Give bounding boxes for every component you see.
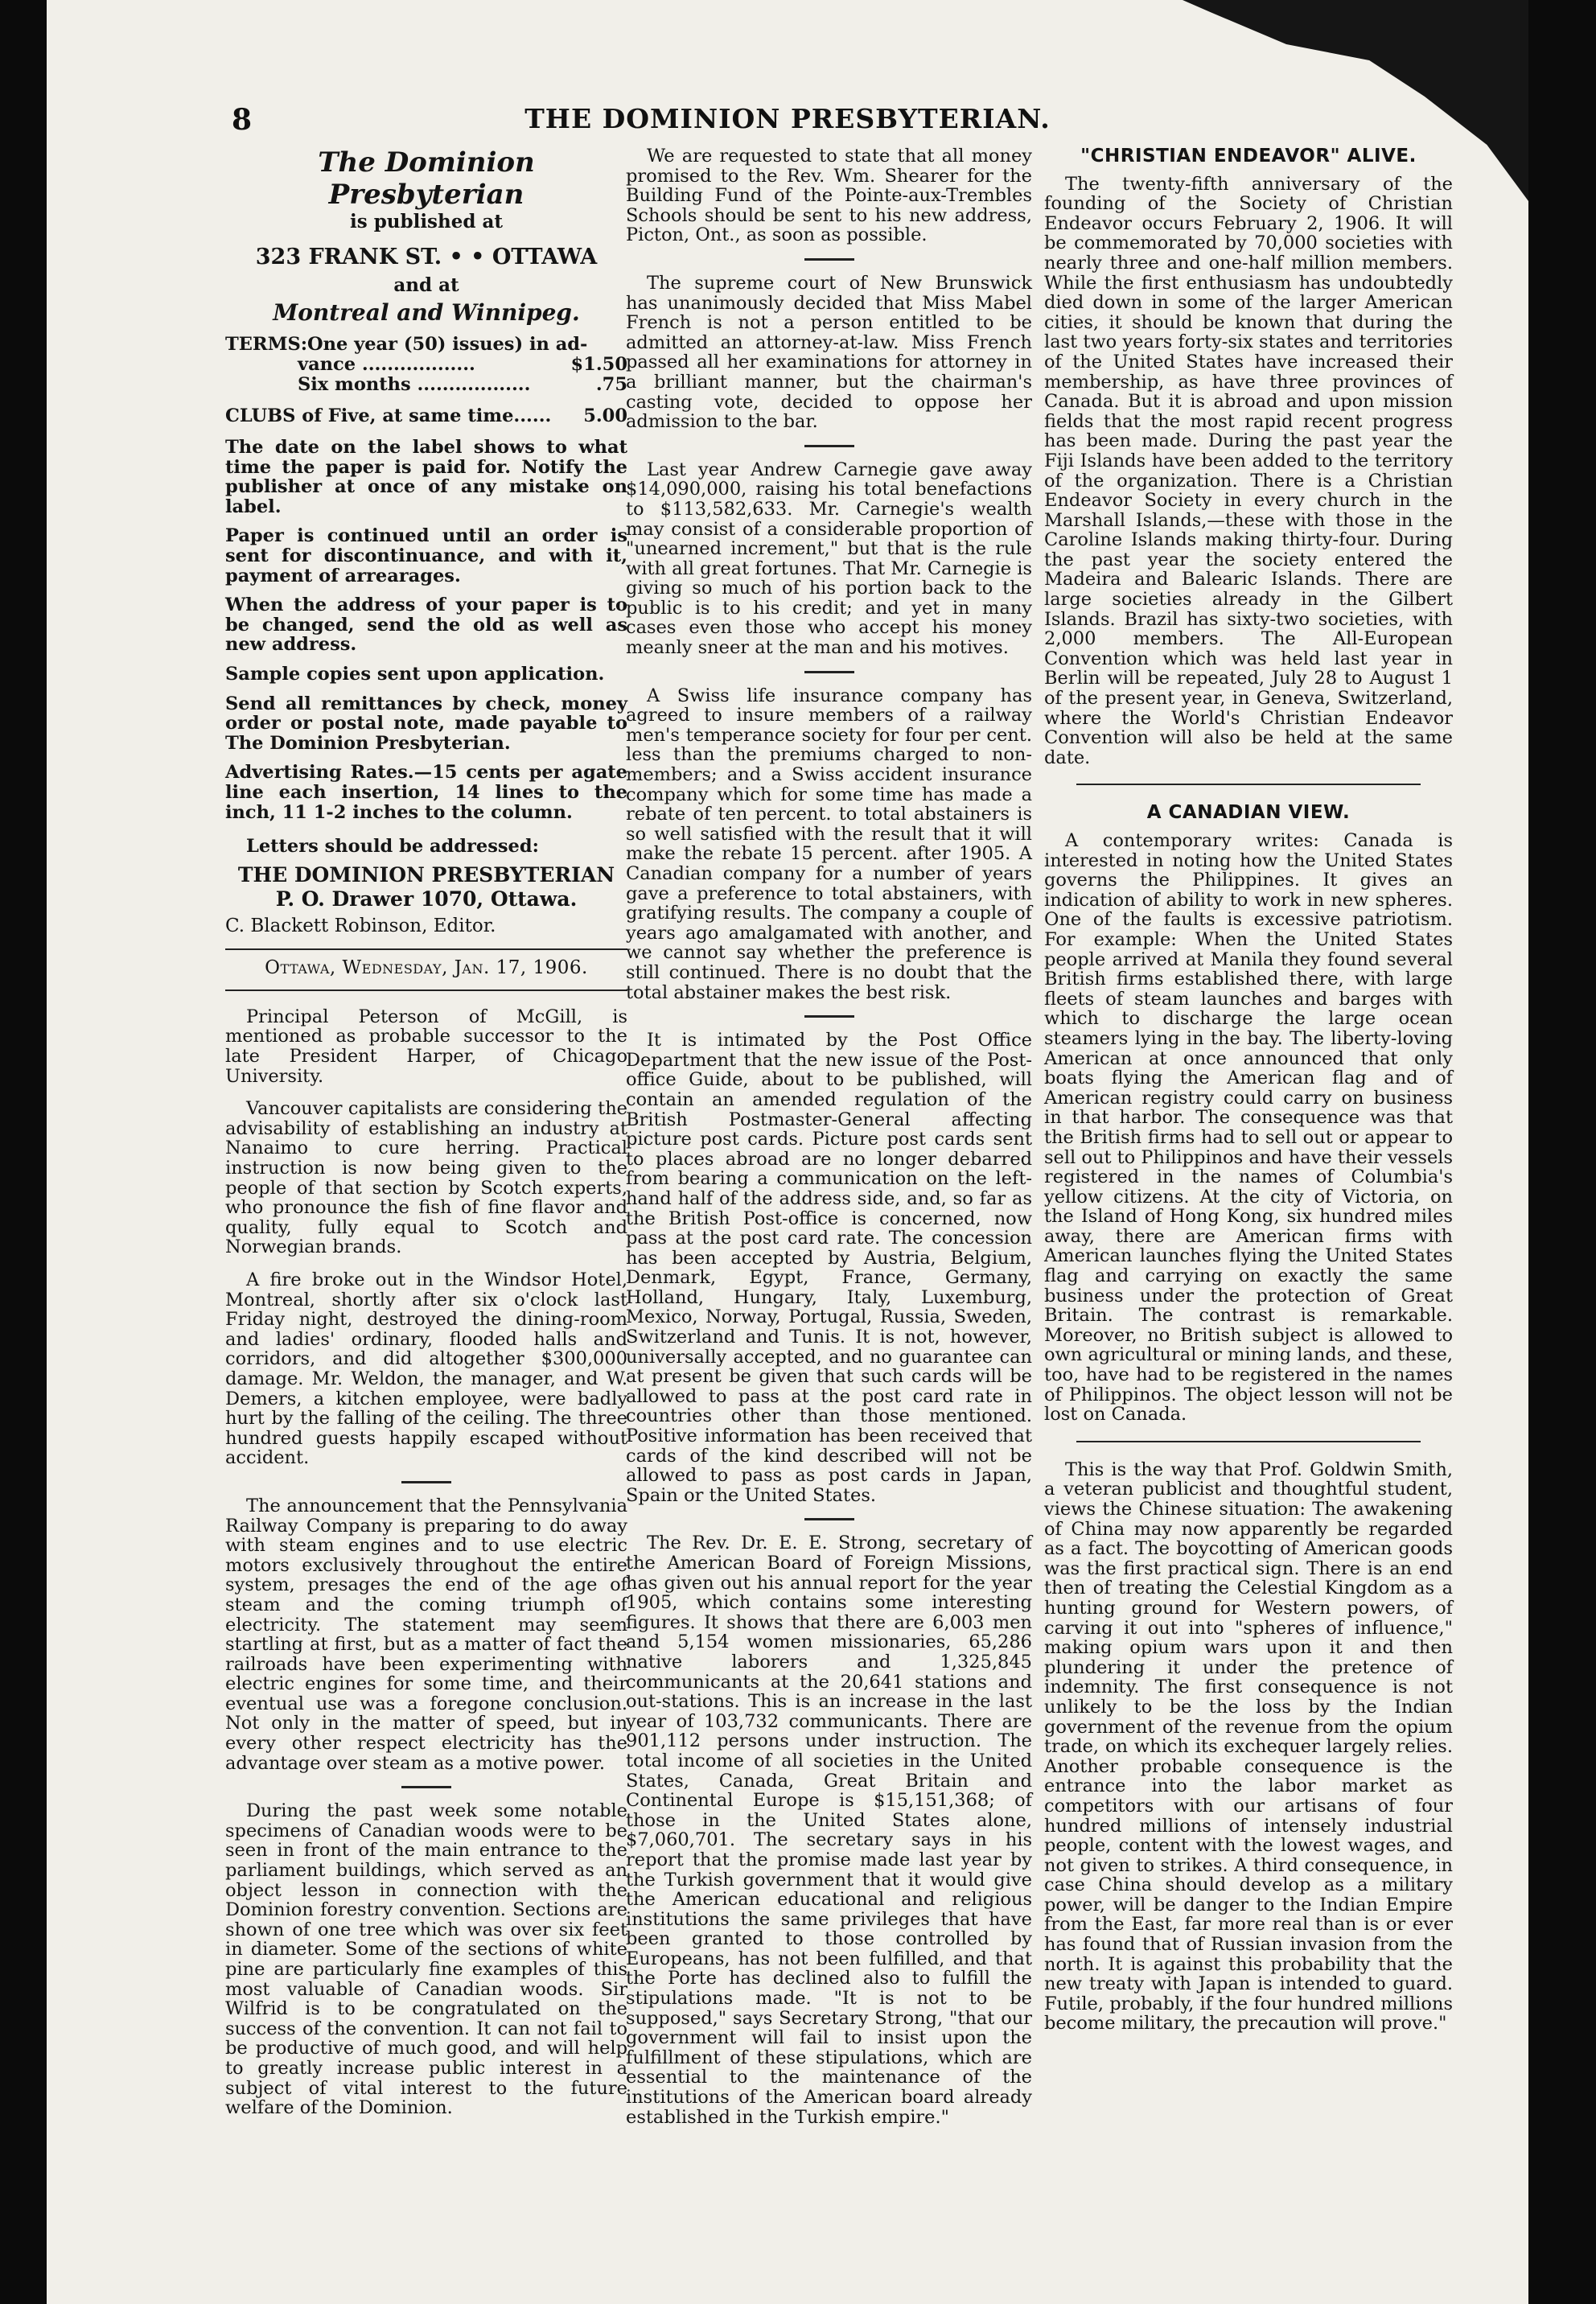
- article-paragraph: A Swiss life insurance company has agreed to insure members of a railway men's temperance society for four per cent. less than the premiums charged to non-members; and a Swiss accident insurance company which for some time has made a rebate of ten percent. to total abstainers is so well satisfied with the result that it will make the rebate 15 percent. after 1905. A Canadian company for a number of years gave a preference to total abstainers, with gratifying results. The company a couple of years ago amalgamated with another, and we cannot say whether the preference is still continued. There is no doubt that the total abstainer makes the best risk.: [626, 685, 1032, 1003]
- running-head: THE DOMINION PRESBYTERIAN.: [524, 103, 1051, 134]
- clubs-price: 5.00: [583, 405, 627, 426]
- article-paragraph: It is intimated by the Post Office Department that the new issue of the Post-office Guide, about to be published, will contain an amended regulation of the British Postmaster-General affecting picture post cards. Picture post cards sent to places abroad are no longer debarred from bearing a communication on the left-hand half of the address side, and, so far as the British Post-office is concerned, now pass at the post card rate. The concession has been accepted by Austria, Belgium, Denmark, Egypt, France, Germany, Holland, Hungary, Italy, Luxemburg, Mexico, Norway, Portugal, Russia, Sweden, Switzerland and Tunis. It is not, however, universally accepted, and no guarantee can at present be given that such cards will be allowed to pass at the post card rate in countries other than those mentioned. Positive information has been received that cards of the kind described will not be allowed to pass as post cards in Japan, Spain or the United States.: [626, 1030, 1032, 1506]
- article-paragraph: We are requested to state that all money promised to the Rev. Wm. Shearer for the Building Fund of the Pointe-aux-Trembles Schools should be sent to his new address, Picton, Ont., as soon as possible.: [626, 146, 1032, 246]
- article-heading: A CANADIAN VIEW.: [1146, 802, 1351, 824]
- dateline: Ottawa, Wednesday, Jan. 17, 1906.: [265, 957, 588, 979]
- masthead-title: The Dominion Presbyterian: [318, 146, 535, 211]
- mailing-address: [225, 863, 627, 911]
- page-number: 8: [232, 103, 253, 137]
- article-paragraph: The announcement that the Pennsylvania Railway Company is preparing to do away with steam engines and to use electric motors exclusively throughout the entire system, presages the end of the age of steam and the coming triumph of electricity. The statement may seem startling at first, but as a matter of fact the railroads have been experimenting with electric engines for some time, and their eventual use was a foregone conclusion. Not only in the matter of speed, but in every other respect electricity has the advantage over steam as a motive power.: [225, 1495, 627, 1774]
- article-paragraph: A contemporary writes: Canada is interested in noting how the United States governs the Philippines. It gives an indication of ability to work in new spheres. One of the faults is excessive patriotism. For example: When the United States people arrived at Manila they found several British firms established there, with large fleets of steam launches and barges with which to discharge the large ocean steamers lying in the bay. The liberty-loving American at once announced that only boats flying the American flag and of American registry could carry on business in that harbor. The consequence was that the British firms had to sell out or appear to sell out to Philippinos and have their vessels registered in the names of Columbia's yellow citizens. At the city of Victoria, on the Island of Hong Kong, six hundred miles away, there are American firms with American launches flying the United States flag and carrying on exactly the same business under the protection of Great Britain. The contrast is remarkable. Moreover, no British subject is allowed to own agricultural or mining lands, and these, too, have had to be registered in the names of Philippinos. The object lesson will not be lost on Canada.: [1044, 830, 1454, 1426]
- article-separator: [804, 671, 854, 673]
- divider: [225, 989, 627, 991]
- notice-label-date: The date on the label shows to what time the paper is paid for. Notify the publisher at once of any mistake on label.: [225, 437, 627, 517]
- article-separator: [804, 1015, 854, 1018]
- divider: [1076, 1441, 1421, 1442]
- address-name: THE DOMINION PRESBYTERIAN: [237, 862, 615, 887]
- terms-vance: vance ..................: [298, 354, 475, 375]
- masthead-address: 323 FRANK ST. • • OTTAWA: [255, 245, 598, 269]
- column-1: [225, 146, 627, 2131]
- address-box: P. O. Drawer 1070, Ottawa.: [275, 887, 578, 911]
- six-months-label: Six months ..................: [298, 374, 531, 395]
- article-paragraph: During the past week some notable specimens of Canadian woods were to be seen in front of the main entrance to the parliament buildings, which served as an object lesson in connection with the Dominion forestry convention. Sections are shown of one tree which was over six feet in diameter. Some of the sections of white pine are particularly fine examples of this most valuable of Canadian woods. Sir Wilfrid is to be congratulated on the success of the convention. It can not fail to be productive of much good, and will help to greatly increase public interest in a subject of vital interest to the future welfare of the Dominion.: [225, 1800, 627, 2119]
- divider: [1076, 784, 1421, 785]
- published-at: is published at: [350, 211, 503, 232]
- notice-remittances: Send all remittances by check, money order or postal note, made payable to The Dominion Presbyterian.: [225, 693, 627, 754]
- notice-advertising: Advertising Rates.—15 cents per agate line each insertion, 14 lines to the inch, 11 1-2 inches to the column.: [225, 762, 627, 823]
- article-paragraph: Principal Peterson of McGill, is mentioned as probable successor to the late President Harper, of Chicago University.: [225, 1006, 627, 1087]
- column-3: [1044, 146, 1453, 2047]
- clubs-row: [225, 406, 627, 426]
- article-separator: [401, 1786, 451, 1788]
- article-separator: [804, 1518, 854, 1520]
- notice-address-change: When the address of your paper is to be changed, send the old as well as new address.: [225, 595, 627, 656]
- article-paragraph: The twenty-fifth anniversary of the founding of the Society of Christian Endeavor occurs February 2, 1906. It will be commemorated by 70,000 societies with nearly three and one-half million members. While the first enthusiasm has undoubtedly died down in some of the larger American cities, it should be known that during the last two years forty-six states and territories of the United States have increased their membership, as have three provinces of Canada. But it is abroad and upon mission fields that the most rapid recent progress has been made. During the past year the Fiji Islands have been added to the territory of the organization. There is a Christian Endeavor Society in every church in the Marshall Islands,—these with those in the Caroline Islands making thirty-four. During the past year the society entered the Madeira and Balearic Islands. There are large societies already in the Gilbert Islands. Brazil has sixty-two societies, with 2,000 members. The All-European Convention which was held last year in Berlin will be repeated, July 28 to August 1 of the present year, in Geneva, Switzerland, where the World's Christian Endeavor Convention will also be held at the same date.: [1044, 173, 1453, 768]
- article-paragraph: This is the way that Prof. Goldwin Smith, a veteran publicist and thoughtful student, views the Chinese situation: The awakening of China may now apparently be regarded as a fact. The boycotting of American goods was the first practical sign. There is an end then of treating the Celestial Kingdom as a hunting ground for Western powers, of carving it out into "spheres of influence," making opium wars upon it and then plundering it under the pretence of indemnity. The first consequence is not unlikely to be the loss by the Indian government of the revenue from the opium trade, on which its exchequer largely relies. Another probable consequence is the entrance into the labor market as competitors with our artisans of four hundred millions of intensely industrial people, content with the lowest wages, and not given to strikes. A third consequence, in case China should develop as a military power, will be danger to the Indian Empire from the East, far more real than is or ever has found that of Russian invasion from the north. It is against this probability that the new treaty with Japan is intended to guard. Futile, probably, if the four hundred millions become military, the precaution will prove.": [1044, 1459, 1453, 2035]
- subscription-terms: [225, 335, 627, 426]
- page-header: [47, 103, 1528, 143]
- article-separator: [804, 445, 854, 447]
- article-paragraph: A fire broke out in the Windsor Hotel, Montreal, shortly after six o'clock last Friday night, destroyed the dining-room and ladies' ordinary, flooded halls and corridors, and did altogether $300,000 damage. Mr. Weldon, the manager, and W. Demers, a kitchen employee, were badly hurt by the falling of the ceiling. The three hundred guests happily escaped without accident.: [225, 1269, 627, 1469]
- newspaper-page: [47, 0, 1528, 2304]
- terms-year-row: [225, 355, 627, 375]
- article-separator: [401, 1481, 451, 1483]
- terms-label: TERMS:One year (50) issues) in ad-: [225, 334, 588, 355]
- masthead: [225, 146, 627, 327]
- terms-six-months-row: [225, 375, 627, 395]
- terms-year-price: $1.50: [570, 354, 627, 375]
- article-paragraph: The Rev. Dr. E. E. Strong, secretary of the American Board of Foreign Missions, has given out his annual report for the year 1905, which contains some interesting figures. It shows that there are 6,003 men and 5,154 women missionaries, 65,286 native laborers and 1,325,845 communicants at the 20,641 stations and out-stations. This is an increase in the last year of 103,732 communicants. There are 901,112 persons under instruction. The total income of all societies in the United States, Canada, Great Britain and Continental Europe is $15,151,368; of those in the United States alone, $7,060,701. The secretary says in his report that the promise made last year by the Turkish government that it would give the American educational and religious institutions the same privileges that have been granted to those controlled by Europeans, has not been fulfilled, and that the Porte has declined also to fulfill the stipulations made. "It is not to be supposed," says Secretary Strong, "that our government will fail to insist upon the fulfillment of these stipulations, which are essential to the maintenance of the institutions of the American board already established in the Turkish empire.": [626, 1533, 1032, 2128]
- letters-heading: Letters should be addressed:: [246, 836, 539, 858]
- editor-credit: C. Blackett Robinson, Editor.: [225, 915, 496, 936]
- clubs-label: CLUBS of Five, at same time......: [225, 405, 552, 426]
- six-months-price: .75: [595, 374, 627, 395]
- article-paragraph: The supreme court of New Brunswick has unanimously decided that Miss Mabel French is not a person entitled to be admitted an attorney-at-law. Miss French passed all her examinations for attorney in a brilliant manner, but the chairman's casting vote, decided to oppose her admission to the bar.: [626, 272, 1032, 433]
- column-2: [626, 146, 1032, 2140]
- masthead-cities: Montreal and Winnipeg.: [273, 299, 580, 326]
- article-paragraph: Vancouver capitalists are considering the advisability of establishing an industry at Nanaimo to cure herring. Practical instruction is now being given to the people of that section by Scotch experts, who pronounce the fish of fine flavor and quality, fully equal to Scotch and Norwegian brands.: [225, 1098, 627, 1258]
- article-paragraph: Last year Andrew Carnegie gave away $14,090,000, raising his total benefactions to $113,582,633. Mr. Carnegie's wealth may consist of a considerable proportion of "unearned increment," but that is the rule with all great fortunes. That Mr. Carnegie is giving so much of his portion back to the public is to his credit; and yet in many cases even those who accept his money meanly sneer at the man and his motives.: [626, 459, 1032, 659]
- notice-sample-copies: Sample copies sent upon application.: [225, 663, 605, 685]
- article-separator: [804, 258, 854, 261]
- article-heading: "CHRISTIAN ENDEAVOR" ALIVE.: [1080, 146, 1417, 167]
- notice-continued: Paper is continued until an order is sent for discontinuance, and with it, payment of arrearages.: [225, 525, 627, 586]
- and-at: and at: [393, 274, 459, 296]
- divider: [225, 948, 627, 950]
